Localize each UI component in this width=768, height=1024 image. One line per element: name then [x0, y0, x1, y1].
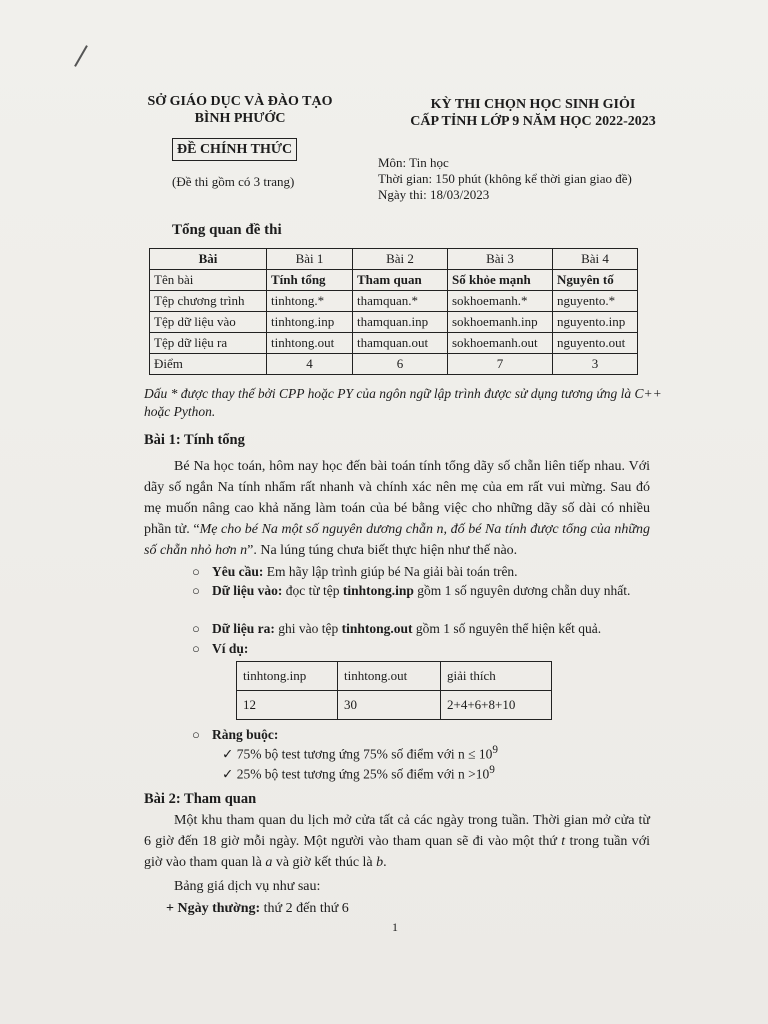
table-cell: Tệp chương trình	[150, 291, 267, 312]
table-cell: sokhoemanh.inp	[448, 312, 553, 333]
bai1-output	[192, 620, 642, 638]
table-cell: giải thích	[441, 662, 552, 691]
bullet-icon: ○	[192, 641, 200, 656]
table-cell: thamquan.inp	[353, 312, 448, 333]
table-row	[237, 662, 552, 691]
bullet-icon: ○	[192, 583, 200, 598]
pen-mark	[74, 45, 88, 67]
table-row	[150, 249, 638, 270]
bai2-text-d: .	[383, 855, 387, 870]
table-cell: Bài 4	[553, 249, 638, 270]
bai1-paragraph	[144, 456, 650, 561]
var-b: b	[376, 855, 384, 870]
output-text-a: ghi vào tệp	[274, 621, 342, 636]
table-cell: tinhtong.out	[267, 333, 353, 354]
requirement-text: Em hãy lập trình giúp bé Na giải bài toán trên.	[263, 564, 518, 579]
bai2-title: Bài 2: Tham quan	[144, 791, 257, 807]
table-cell: tinhtong.inp	[267, 312, 353, 333]
bullet-icon: ○	[192, 564, 200, 579]
table-cell: Bài	[150, 249, 267, 270]
table-cell: 7	[448, 354, 553, 375]
example-table	[236, 661, 552, 720]
table-row	[150, 291, 638, 312]
overview-table	[149, 248, 638, 375]
exam-header	[398, 96, 668, 130]
bai1-input	[192, 582, 642, 600]
table-cell: Nguyên tố	[553, 270, 638, 291]
weekday-label: + Ngày thường:	[166, 901, 261, 916]
bai1-para-quote: Mẹ cho bé Na một số nguyên dương chẵn n, đố bé Na tính được tổng của những số chẵn nhỏ hơn n	[144, 522, 651, 558]
table-cell: Điểm	[150, 354, 267, 375]
department-line2: BÌNH PHƯỚC	[194, 111, 286, 126]
constraints-label: Ràng buộc:	[212, 727, 279, 742]
department-header	[140, 93, 340, 127]
table-cell: nguyento.out	[553, 333, 638, 354]
bai1-para-start: Bé Na học toán, hôm nay học đến bài toán tính tổng dãy số chẵn liên tiếp nhau. Với dãy số ngắn Na tính nhẩm rất nhanh và chính xác nên mẹ của em rất vui mừng. Sau đó mẹ muốn nâng cao khả năng làm toán của bé bằng việc cho những dãy số dài có nhiều phần tử. “	[144, 459, 650, 537]
table-cell: 30	[338, 691, 441, 720]
table-cell: Tên bài	[150, 270, 267, 291]
table-row	[150, 354, 638, 375]
checkmark-icon: ✓	[222, 746, 234, 762]
bai2-text-b: trong tuần với giờ vào tham quan là	[144, 834, 651, 870]
exam-line2: CẤP TỈNH LỚP 9 NĂM HỌC 2022-2023	[410, 114, 656, 129]
bai1-example-label	[192, 640, 642, 658]
duration: Thời gian: 150 phút (không kể thời gian giao đề)	[378, 171, 632, 186]
input-label: Dữ liệu vào:	[212, 583, 283, 598]
table-cell: Tệp dữ liệu ra	[150, 333, 267, 354]
bai1-para-end: ”. Na lúng túng chưa biết thực hiện như thế nào.	[247, 543, 518, 558]
bai2-paragraph	[144, 810, 650, 873]
table-cell: Tính tổng	[267, 270, 353, 291]
price-intro: Bảng giá dịch vụ như sau:	[174, 879, 321, 894]
subject: Môn: Tin học	[378, 155, 449, 170]
output-label: Dữ liệu ra:	[212, 621, 275, 636]
input-text-b: gồm 1 số nguyên dương chẵn duy nhất.	[413, 583, 631, 598]
table-cell: 2+4+6+8+10	[441, 691, 552, 720]
constraint-2-exponent: 9	[489, 764, 495, 776]
table-cell: tinhtong.out	[338, 662, 441, 691]
input-file: tinhtong.inp	[342, 583, 414, 598]
table-cell: Tệp dữ liệu vào	[150, 312, 267, 333]
checkmark-icon: ✓	[222, 766, 234, 782]
constraint-2	[222, 764, 495, 783]
exam-meta	[378, 155, 632, 203]
table-cell: nguyento.*	[553, 291, 638, 312]
language-note: Dấu * được thay thế bởi CPP hoặc PY của ngôn ngữ lập trình được sử dụng tương ứng là C++ hoặc Python.	[144, 386, 662, 419]
table-cell: 3	[553, 354, 638, 375]
input-text-a: đọc từ tệp	[282, 583, 343, 598]
table-cell: tinhtong.*	[267, 291, 353, 312]
table-cell: 4	[267, 354, 353, 375]
table-row	[237, 691, 552, 720]
weekday-text: thứ 2 đến thứ 6	[260, 901, 349, 916]
table-cell: nguyento.inp	[553, 312, 638, 333]
table-cell: Số khỏe mạnh	[448, 270, 553, 291]
table-row	[150, 333, 638, 354]
table-cell: Bài 3	[448, 249, 553, 270]
output-text-b: gồm 1 số nguyên thể hiện kết quả.	[412, 621, 602, 636]
bullet-icon: ○	[192, 727, 200, 742]
var-t: t	[561, 834, 566, 849]
table-cell: sokhoemanh.*	[448, 291, 553, 312]
table-cell: thamquan.*	[353, 291, 448, 312]
table-cell: 12	[237, 691, 338, 720]
bai2-text-a: Một khu tham quan du lịch mở cửa tất cả các ngày trong tuần. Thời gian mở cửa từ 6 giờ đến 18 giờ mỗi ngày. Một người vào tham quan sẽ đi vào một thứ	[144, 813, 650, 849]
constraint-2-text: 25% bộ test tương ứng 25% số điểm với n >10	[236, 766, 490, 782]
department-line1: SỞ GIÁO DỤC VÀ ĐÀO TẠO	[147, 94, 333, 109]
table-cell: tinhtong.inp	[237, 662, 338, 691]
bai1-constraints	[192, 726, 642, 744]
official-label: ĐỀ CHÍNH THỨC	[172, 138, 297, 161]
pages-note: (Đề thi gồm có 3 trang)	[172, 174, 295, 189]
output-file: tinhtong.out	[341, 621, 413, 636]
table-cell: sokhoemanh.out	[448, 333, 553, 354]
exam-line1: KỲ THI CHỌN HỌC SINH GIỎI	[430, 97, 636, 112]
constraint-1-exponent: 9	[492, 744, 498, 756]
constraint-1	[222, 744, 498, 763]
page-number: 1	[392, 920, 398, 934]
weekday-line	[166, 898, 672, 919]
exam-date: Ngày thi: 18/03/2023	[378, 187, 490, 202]
bullet-icon: ○	[192, 621, 200, 636]
table-row	[150, 312, 638, 333]
table-cell: thamquan.out	[353, 333, 448, 354]
example-label: Ví dụ:	[212, 641, 249, 656]
bai1-requirement	[192, 563, 642, 581]
bai2-text-c: và giờ kết thúc là	[272, 855, 377, 870]
table-row	[150, 270, 638, 291]
bai1-title: Bài 1: Tính tổng	[144, 432, 245, 448]
table-cell: Bài 1	[267, 249, 353, 270]
table-cell: Tham quan	[353, 270, 448, 291]
constraint-1-text: 75% bộ test tương ứng 75% số điểm với n ≤ 10	[236, 746, 493, 762]
table-cell: 6	[353, 354, 448, 375]
overview-title: Tổng quan đề thi	[172, 222, 282, 238]
requirement-label: Yêu cầu:	[212, 564, 264, 579]
table-cell: Bài 2	[353, 249, 448, 270]
var-a: a	[265, 855, 273, 870]
